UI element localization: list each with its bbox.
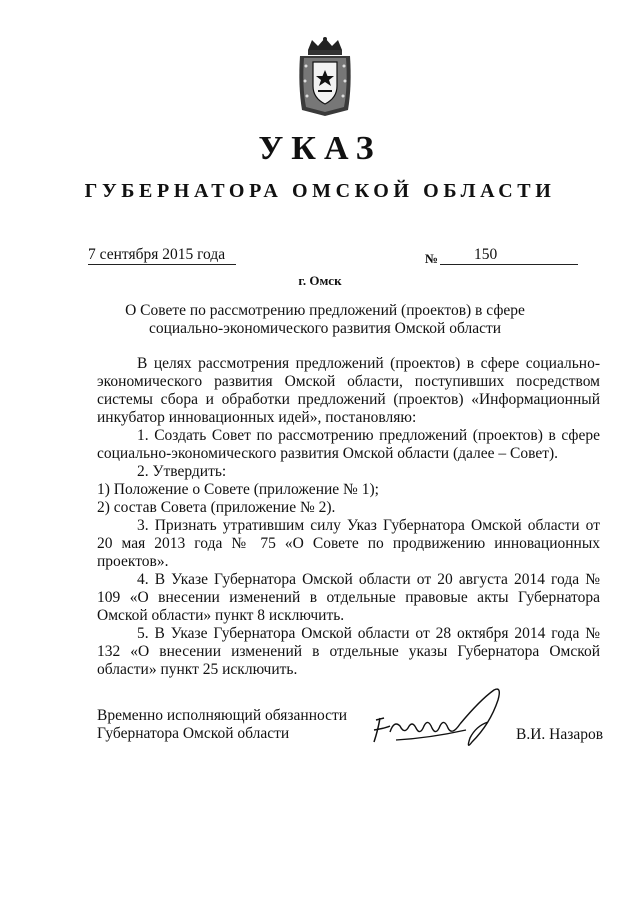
document-date: 7 сентября 2015 года: [88, 246, 236, 265]
item-3: 3. Признать утратившим силу Указ Губернатора Омской области от 20 мая 2013 года № 75 «О Совете по продвижению инновационных проектов».: [97, 517, 600, 570]
subject-line-2: социально-экономического развития Омской области: [148, 320, 502, 337]
document-title: УКАЗ: [258, 130, 382, 167]
document-number: 150: [440, 246, 578, 265]
handwritten-signature: [370, 680, 510, 760]
preamble-paragraph: В целях рассмотрения предложений (проектов) в сфере социально-экономического развития Омской области, поступивших посредством системы сбора и обработки предложений (проектов) «Информационный инкубатор инновационных идей», постановляю:: [97, 355, 600, 426]
subject-line-1: О Совете по рассмотрению предложений (проектов) в сфере: [125, 302, 525, 319]
document-subtitle: ГУБЕРНАТОРА ОМСКОЙ ОБЛАСТИ: [84, 180, 556, 202]
item-1: 1. Создать Совет по рассмотрению предложений (проектов) в сфере социально-экономического развития Омской области (далее – Совет).: [97, 427, 600, 462]
item-4: 4. В Указе Губернатора Омской области от 20 августа 2014 года № 109 «О внесении изменений в отдельные правовые акты Губернатора Омской области» пункт 8 исключить.: [97, 571, 600, 624]
signatory-position-line-2: Губернатора Омской области: [97, 725, 290, 742]
signatory-position-line-1: Временно исполняющий обязанности: [97, 707, 348, 724]
document-city: г. Омск: [298, 273, 342, 288]
signatory-position: [97, 707, 347, 743]
item-2-2: 2) состав Совета (приложение № 2).: [97, 499, 336, 516]
item-2: 2. Утвердить:: [137, 463, 227, 480]
document-subject: [120, 302, 530, 338]
coat-of-arms-icon: [296, 36, 354, 118]
signatory-name: В.И. Назаров: [516, 726, 604, 743]
item-5: 5. В Указе Губернатора Омской области от 28 октября 2014 года № 132 «О внесении изменений в отдельные указы Губернатора Омской области» пункт 25 исключить.: [97, 625, 600, 678]
number-label: №: [425, 251, 439, 266]
document-body: [97, 355, 600, 679]
item-2-1: 1) Положение о Совете (приложение № 1);: [97, 481, 379, 498]
